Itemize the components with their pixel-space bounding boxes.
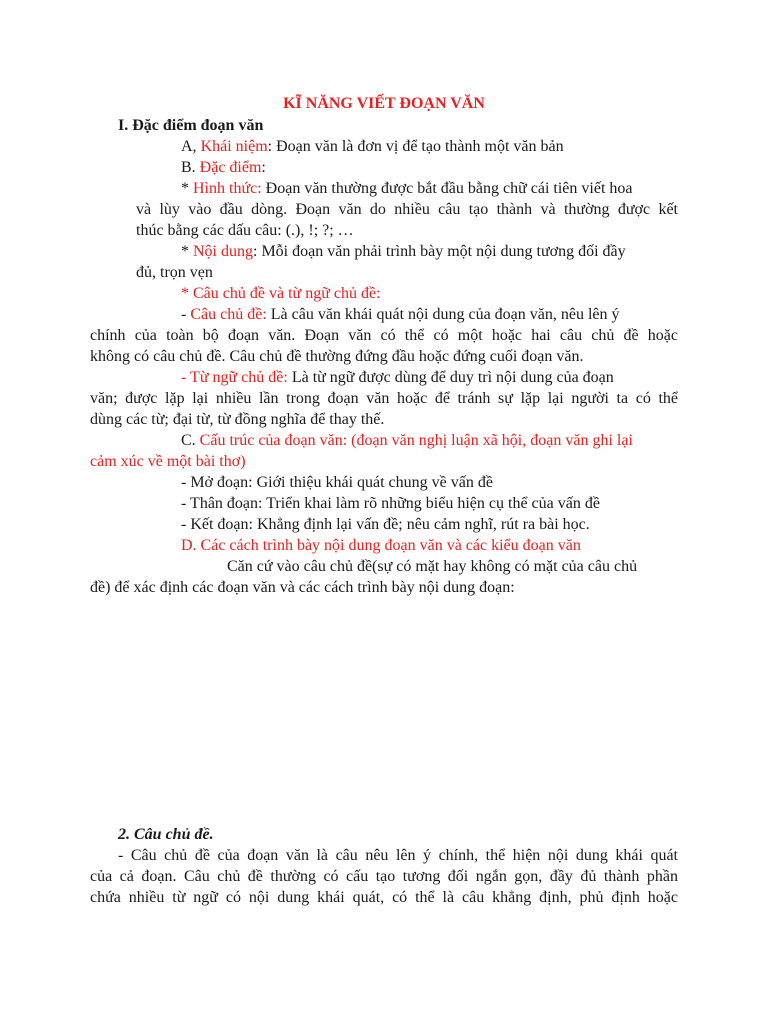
structure-body: - Thân đoạn: Triển khai làm rõ những biểu hiện cụ thể của vấn đề bbox=[181, 495, 600, 512]
topic-sentence-line-3: không có câu chủ đề. Câu chủ đề thường đứng đầu hoặc đứng cuối đoạn văn. bbox=[90, 348, 584, 365]
topic-sentence-prefix: - bbox=[181, 306, 191, 323]
content-line-1 bbox=[181, 242, 626, 262]
topic-words-line-1 bbox=[181, 368, 614, 388]
form-prefix: * bbox=[181, 180, 193, 197]
topic-sentence-line-1 bbox=[181, 305, 620, 325]
presentation-line-2: đề) để xác định các đoạn văn và các cách trình bày nội dung đoạn: bbox=[90, 579, 515, 596]
topic-sentence-text-1: Là câu văn khái quát nội dung của đoạn văn, nêu lên ý bbox=[266, 306, 620, 323]
page-title: KĨ NĂNG VIẾT ĐOẠN VĂN bbox=[283, 95, 485, 112]
b-suffix: : bbox=[261, 159, 266, 176]
presentation-line-1: Căn cứ vào câu chủ đề(sự có mặt hay không có mặt của câu chủ bbox=[227, 558, 638, 575]
b-prefix: B. bbox=[181, 159, 200, 176]
structure-line-1 bbox=[181, 431, 633, 451]
content-text-1: : Mỗi đoạn văn phải trình bày một nội dung tương đối đầy bbox=[253, 243, 626, 260]
presentation-heading: D. Các cách trình bày nội dung đoạn văn và các kiểu đoạn văn bbox=[181, 537, 581, 554]
section-2-line-2: của cả đoạn. Câu chủ đề thường có cấu tạo tương đối ngắn gọn, đầy đủ thành phần bbox=[90, 868, 678, 885]
characteristics-line bbox=[181, 158, 266, 178]
form-label: Hình thức: bbox=[193, 180, 262, 197]
content-line-2: đủ, trọn vẹn bbox=[136, 264, 213, 281]
section-2-line-3: chứa nhiều từ ngữ có nội dung khái quát, có thể là câu khẳng định, phủ định hoặc bbox=[90, 889, 678, 906]
definition-line bbox=[181, 137, 564, 157]
structure-label-1: Cấu trúc của đoạn văn: (đoạn văn nghị luận xã hội, đoạn văn ghi lại bbox=[199, 432, 633, 449]
structure-line-2: cảm xúc về một bài thơ) bbox=[90, 453, 246, 470]
topic-words-line-2: văn; được lặp lại nhiều lần trong đoạn văn hoặc để tránh sự lặp lại người ta có thể bbox=[90, 390, 678, 407]
a-prefix: A, bbox=[181, 138, 201, 155]
a-label: Khái niệm bbox=[200, 138, 268, 155]
structure-prefix: C. bbox=[181, 432, 200, 449]
topic-words-text-1: Là từ ngữ được dùng để duy trì nội dung của đoạn bbox=[287, 369, 614, 386]
topic-words-label: - Từ ngữ chủ đề: bbox=[181, 369, 288, 386]
form-line-2: và lùy vào đầu dòng. Đoạn văn do nhiều câu tạo thành và thường được kết bbox=[136, 201, 678, 218]
section-2-heading: 2. Câu chủ đề. bbox=[118, 826, 214, 843]
b-label: Đặc điểm bbox=[199, 159, 262, 176]
content-label: Nội dung bbox=[193, 243, 253, 260]
form-line-1 bbox=[181, 179, 633, 199]
topic-sentence-line-2: chính của toàn bộ đoạn văn. Đoạn văn có thể có một hoặc hai câu chủ đề hoặc bbox=[90, 327, 678, 344]
section-2-line-1: - Câu chủ đề của đoạn văn là câu nêu lên ý chính, thể hiện nội dung khái quát bbox=[118, 847, 678, 864]
topic-heading: * Câu chủ đề và từ ngữ chủ đề: bbox=[181, 285, 381, 302]
structure-closing: - Kết đoạn: Khẳng định lại vấn đề; nêu cảm nghĩ, rút ra bài học. bbox=[181, 516, 590, 533]
section-1-heading: I. Đặc điểm đoạn văn bbox=[118, 117, 264, 134]
structure-opening: - Mở đoạn: Giới thiệu khái quát chung về vấn đề bbox=[181, 474, 493, 491]
topic-sentence-label: Câu chủ đề: bbox=[190, 306, 267, 323]
topic-words-line-3: dùng các từ; đại từ, từ đồng nghĩa để thay thế. bbox=[90, 411, 385, 428]
content-prefix: * bbox=[181, 243, 193, 260]
a-text: : Đoạn văn là đơn vị để tạo thành một văn bản bbox=[267, 138, 564, 155]
form-text-1: Đoạn văn thường được bắt đầu bằng chữ cái tiên viết hoa bbox=[261, 180, 633, 197]
form-line-3: thúc bằng các dấu câu: (.), !; ?; … bbox=[136, 222, 354, 239]
